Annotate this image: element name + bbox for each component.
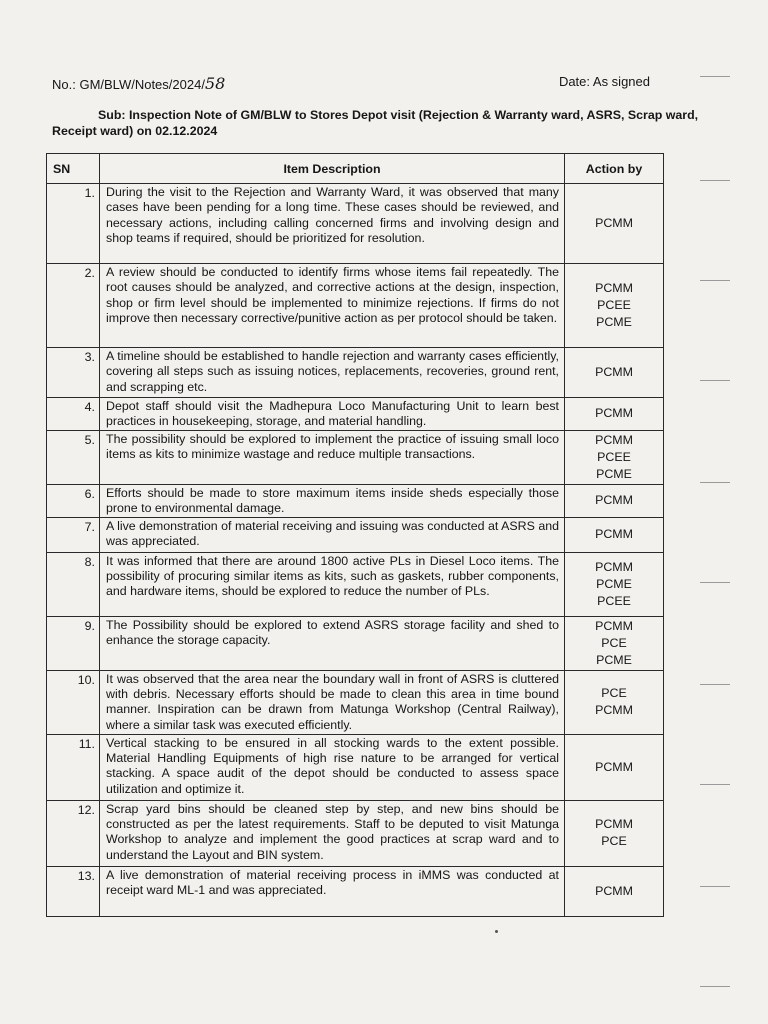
row-description: Depot staff should visit the Madhepura Loco Manufacturing Unit to learn best practices in housekeeping, storage, and material handling. <box>100 398 565 431</box>
table-row <box>47 348 664 398</box>
row-description: A timeline should be established to handle rejection and warranty cases efficiently, covering all steps such as issuing notices, replacements, recoveries, ground rent, and scrapping etc. <box>100 348 565 398</box>
row-sn: 11. <box>47 734 100 800</box>
action-owner: PCMM <box>595 703 633 718</box>
inspection-table <box>46 153 664 917</box>
action-owner: PCMM <box>595 493 633 508</box>
action-owner: PCMM <box>595 432 633 447</box>
scan-edge-mark <box>700 582 730 583</box>
action-owner: PCE <box>601 686 627 701</box>
header-item-description: Item Description <box>100 154 565 184</box>
subject-line-1: Sub: Inspection Note of GM/BLW to Stores Depot visit (Rejection & Warranty ward, ASRS, Scrap ward, <box>98 108 699 122</box>
scan-edge-mark <box>700 986 730 987</box>
row-description: The Possibility should be explored to extend ASRS storage facility and shed to enhance the storage capacity. <box>100 616 565 670</box>
table-row <box>47 552 664 616</box>
action-owner: PCE <box>601 635 627 650</box>
action-owner: PCMM <box>595 281 633 295</box>
table-body <box>47 184 664 917</box>
row-description: A live demonstration of material receiving and issuing was conducted at ASRS and was appreciated. <box>100 517 565 552</box>
action-owner: PCME <box>596 576 632 591</box>
row-sn: 9. <box>47 616 100 670</box>
scan-edge-mark <box>700 380 730 381</box>
header-line <box>52 74 650 93</box>
row-description: Vertical stacking to be ensured in all stocking wards to the extent possible. Material Handling Equipments of high rise nature to be arranged for vertical stacking. A space audit of the depot should be conducted to assess space utilization and optimize it. <box>100 734 565 800</box>
action-owner: PCE <box>601 834 627 849</box>
row-description: It was informed that there are around 1800 active PLs in Diesel Loco items. The possibility of procuring similar items as kits, such as gaskets, rubber components, and hardware items, should be explored to reduce the number of PLs. <box>100 552 565 616</box>
row-action-by <box>565 264 664 348</box>
row-sn: 12. <box>47 800 100 866</box>
scan-edge-mark <box>700 280 730 281</box>
reference-number <box>52 74 225 93</box>
action-owner: PCMM <box>595 216 633 230</box>
action-owner: PCMM <box>595 527 633 542</box>
table-row <box>47 670 664 734</box>
row-description: Scrap yard bins should be cleaned step by step, and new bins should be constructed as per the latest requirements. Staff to be deputed to visit Matunga Workshop to analyze and implement the good practices at scrap ward and to understand the Layout and BIN system. <box>100 800 565 866</box>
row-action-by <box>565 866 664 916</box>
row-sn: 1. <box>47 184 100 264</box>
table-header-row <box>47 154 664 184</box>
scan-edge-mark <box>700 886 730 887</box>
scan-edge-mark <box>700 784 730 785</box>
action-owner: PCME <box>596 315 632 329</box>
table-row <box>47 616 664 670</box>
row-action-by <box>565 800 664 866</box>
row-sn: 5. <box>47 430 100 484</box>
action-owner: PCMM <box>595 618 633 633</box>
row-description: It was observed that the area near the boundary wall in front of ASRS is cluttered with debris. Necessary efforts should be made to clean this area in time bound manner. Inspiration can be drawn from Matunga Workshop (Central Railway), where a similar task was executed efficiently. <box>100 670 565 734</box>
row-action-by <box>565 430 664 484</box>
action-owner: PCMM <box>595 883 633 898</box>
action-owner: PCEE <box>597 449 631 464</box>
subject-line-2: Receipt ward) on 02.12.2024 <box>52 124 218 138</box>
row-action-by <box>565 517 664 552</box>
reference-handwritten-number: 58 <box>204 74 226 93</box>
row-action-by <box>565 184 664 264</box>
table-row <box>47 398 664 431</box>
action-owner: PCEE <box>597 593 631 608</box>
row-sn: 7. <box>47 517 100 552</box>
action-owner: PCME <box>596 466 632 481</box>
scan-edge-mark <box>700 482 730 483</box>
row-sn: 4. <box>47 398 100 431</box>
action-owner: PCMM <box>595 406 633 421</box>
scan-edge-mark <box>700 76 730 77</box>
action-owner: PCMM <box>595 559 633 574</box>
row-action-by <box>565 398 664 431</box>
table-row <box>47 517 664 552</box>
row-action-by <box>565 552 664 616</box>
table-row <box>47 484 664 517</box>
row-sn: 6. <box>47 484 100 517</box>
scan-dot <box>495 930 498 933</box>
action-owner: PCEE <box>597 298 631 312</box>
row-sn: 3. <box>47 348 100 398</box>
action-owner: PCME <box>596 652 632 667</box>
row-sn: 8. <box>47 552 100 616</box>
header-action-by: Action by <box>565 154 664 184</box>
scan-edge-mark <box>700 180 730 181</box>
table-row <box>47 734 664 800</box>
scan-edge-mark <box>700 684 730 685</box>
row-action-by <box>565 734 664 800</box>
table-row <box>47 800 664 866</box>
document-date: Date: As signed <box>558 74 650 89</box>
action-owner: PCMM <box>595 759 633 774</box>
row-action-by <box>565 348 664 398</box>
row-sn: 10. <box>47 670 100 734</box>
table-row <box>47 264 664 348</box>
row-sn: 2. <box>47 264 100 348</box>
row-description: The possibility should be explored to implement the practice of issuing small loco items as kits to minimize wastage and reduce multiple transactions. <box>100 430 565 484</box>
reference-prefix: No.: GM/BLW/Notes/2024/ <box>52 77 205 92</box>
subject-heading <box>52 107 702 139</box>
row-action-by <box>565 616 664 670</box>
table-row <box>47 184 664 264</box>
row-description: A live demonstration of material receiving process in iMMS was conducted at receipt ward ML-1 and was appreciated. <box>100 866 565 916</box>
table-row <box>47 430 664 484</box>
action-owner: PCMM <box>595 817 633 832</box>
row-action-by <box>565 484 664 517</box>
row-description: A review should be conducted to identify firms whose items fail repeatedly. The root causes should be analyzed, and corrective actions at the design, inspection, shop or firm level should be implemented to minimize rejections. If firms do not improve then necessary corrective/punitive action as per protocol should be taken. <box>100 264 565 348</box>
row-description: During the visit to the Rejection and Warranty Ward, it was observed that many cases have been pending for a long time. These cases should be reviewed, and necessary actions, including calling concerned firms and involving design and shop teams if required, should be prioritized for resolution. <box>100 184 565 264</box>
row-description: Efforts should be made to store maximum items inside sheds especially those prone to environmental damage. <box>100 484 565 517</box>
action-owner: PCMM <box>595 365 633 379</box>
table-row <box>47 866 664 916</box>
row-action-by <box>565 670 664 734</box>
row-sn: 13. <box>47 866 100 916</box>
header-sn: SN <box>47 154 100 184</box>
